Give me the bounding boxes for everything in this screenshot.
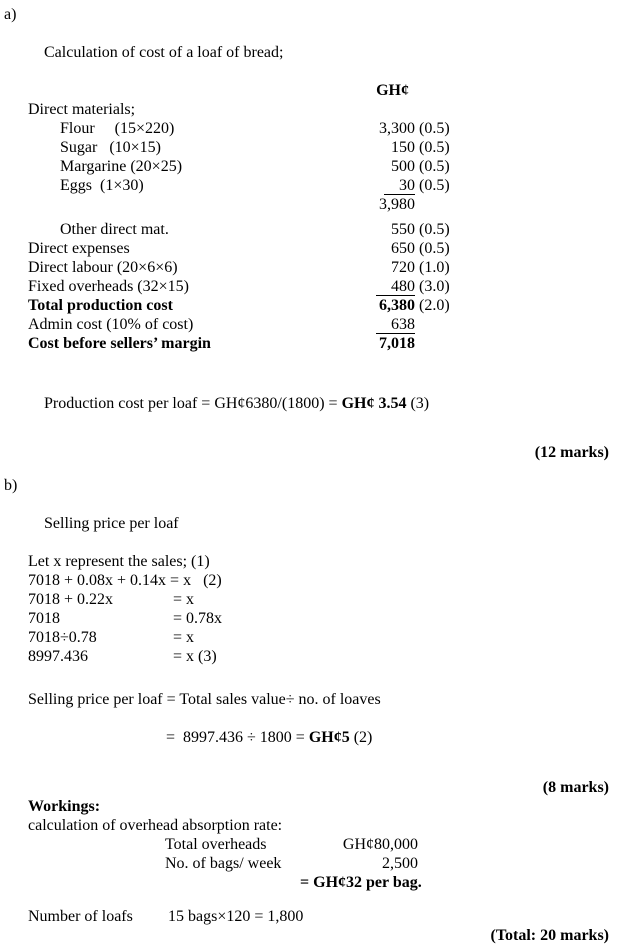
row-label: Direct labour (20×6×6) [28, 259, 178, 276]
statement-row [28, 277, 609, 296]
row-marks: (0.5) [419, 221, 450, 238]
workings-value: GH¢80,000 [342, 836, 418, 853]
row-label: Margarine (20×25) [60, 158, 183, 175]
statement-total-row [28, 334, 609, 353]
row-marks: (0.5) [419, 177, 450, 194]
row-label: Admin cost (10% of cost) [28, 316, 194, 333]
statement-row [28, 100, 609, 119]
row-label: Sugar (10×15) [60, 139, 162, 156]
row-label: Direct materials; [28, 101, 136, 118]
section-a-heading: Calculation of cost of a loaf of bread; [44, 44, 284, 61]
section-a-marks: (12 marks) [534, 444, 609, 461]
row-amount: 30 [358, 176, 415, 195]
selling-price-result: GH¢5 [308, 729, 350, 746]
section-b-heading: Selling price per loaf [44, 515, 179, 532]
equation-right: = x [173, 629, 195, 646]
equation-row [28, 609, 609, 628]
loaves-calc: 15 bags×120 = 1,800 [168, 908, 304, 925]
row-label: Flour (15×220) [60, 120, 175, 137]
production-cost-line [28, 375, 609, 432]
workings-subtitle: calculation of overhead absorption rate: [28, 817, 283, 834]
equation-row [28, 590, 609, 609]
equation-right: = 0.78x [173, 610, 223, 627]
row-amount: 500 [391, 158, 415, 175]
row-label: Fixed overheads (32×15) [28, 278, 189, 295]
equation-right: = x (3) [173, 648, 217, 665]
statement-row [28, 239, 609, 258]
equation-left: 7018÷0.78 [28, 629, 97, 646]
row-amount: 650 [391, 240, 415, 257]
workings-value: 2,500 [382, 855, 418, 872]
cost-statement-table [28, 81, 609, 353]
equation-row [28, 647, 609, 666]
row-marks: (3.0) [419, 278, 450, 295]
production-cost-result: GH¢ 3.54 [341, 395, 407, 412]
statement-row [28, 220, 609, 239]
equation-left: 8997.436 [28, 648, 88, 665]
statement-row [28, 258, 609, 277]
row-amount: 550 [391, 221, 415, 238]
row-marks: (2.0) [419, 297, 450, 314]
row-marks: (0.5) [419, 240, 450, 257]
statement-subtotal-row [28, 195, 609, 214]
selling-price-suffix: (2) [349, 729, 373, 746]
equation-right: = x [173, 591, 195, 608]
equation-full-line: 7018 + 0.08x + 0.14x = x (2) [28, 572, 222, 589]
section-b-heading-row [4, 476, 609, 552]
row-label: Other direct mat. [60, 221, 169, 238]
section-a-enum: a) [4, 6, 17, 23]
currency-header-row [28, 81, 609, 100]
production-cost-prefix: Production cost per loaf = GH¢6380/(1800) = [44, 395, 342, 412]
selling-price-line2 [150, 709, 609, 766]
workings-label: No. of bags/ week [165, 855, 282, 872]
section-b-enum: b) [4, 477, 18, 494]
row-label: Cost before sellers’ margin [28, 335, 211, 352]
row-amount: 7,018 [379, 335, 415, 352]
equation-left: 7018 [28, 610, 60, 627]
row-marks: (1.0) [419, 259, 450, 276]
number-of-loaves-row [28, 907, 609, 926]
production-cost-suffix: (3) [406, 395, 430, 412]
row-amount: 6,380 [379, 297, 415, 314]
workings-result: = GH¢32 per bag. [300, 874, 422, 891]
row-amount: 638 [358, 315, 415, 334]
let-x-line: Let x represent the sales; (1) [28, 553, 210, 570]
subtotal-amount: 3,980 [379, 196, 415, 213]
statement-row [28, 119, 609, 138]
loaves-label: Number of loafs [28, 908, 133, 925]
workings-label: Total overheads [165, 836, 267, 853]
row-marks: (0.5) [419, 139, 450, 156]
selling-price-prefix: = 8997.436 ÷ 1800 = [166, 729, 309, 746]
workings-row [165, 854, 609, 873]
row-amount [358, 100, 415, 119]
statement-row [28, 176, 609, 195]
row-label: Total production cost [28, 297, 173, 314]
equation-left: 7018 + 0.22x [28, 591, 114, 608]
workings-title: Workings: [28, 798, 101, 815]
row-amount: 720 [391, 259, 415, 276]
currency-header: GH¢ [376, 82, 409, 99]
section-a-heading-row [4, 5, 609, 81]
equation-row [28, 628, 609, 647]
row-marks: (0.5) [419, 158, 450, 175]
row-amount: 480 [358, 277, 415, 296]
section-b-marks: (8 marks) [542, 779, 609, 796]
row-marks: (0.5) [419, 120, 450, 137]
row-label: Direct expenses [28, 240, 130, 257]
row-label: Eggs (1×30) [60, 177, 144, 194]
statement-row [28, 157, 609, 176]
row-amount: 3,300 [379, 120, 415, 137]
workings-row [165, 835, 609, 854]
row-amount: 150 [391, 139, 415, 156]
statement-total-row [28, 296, 609, 315]
selling-price-line1: Selling price per loaf = Total sales value÷ no. of loaves [28, 691, 381, 708]
total-marks: (Total: 20 marks) [490, 927, 609, 944]
statement-row [28, 138, 609, 157]
statement-row [28, 315, 609, 334]
